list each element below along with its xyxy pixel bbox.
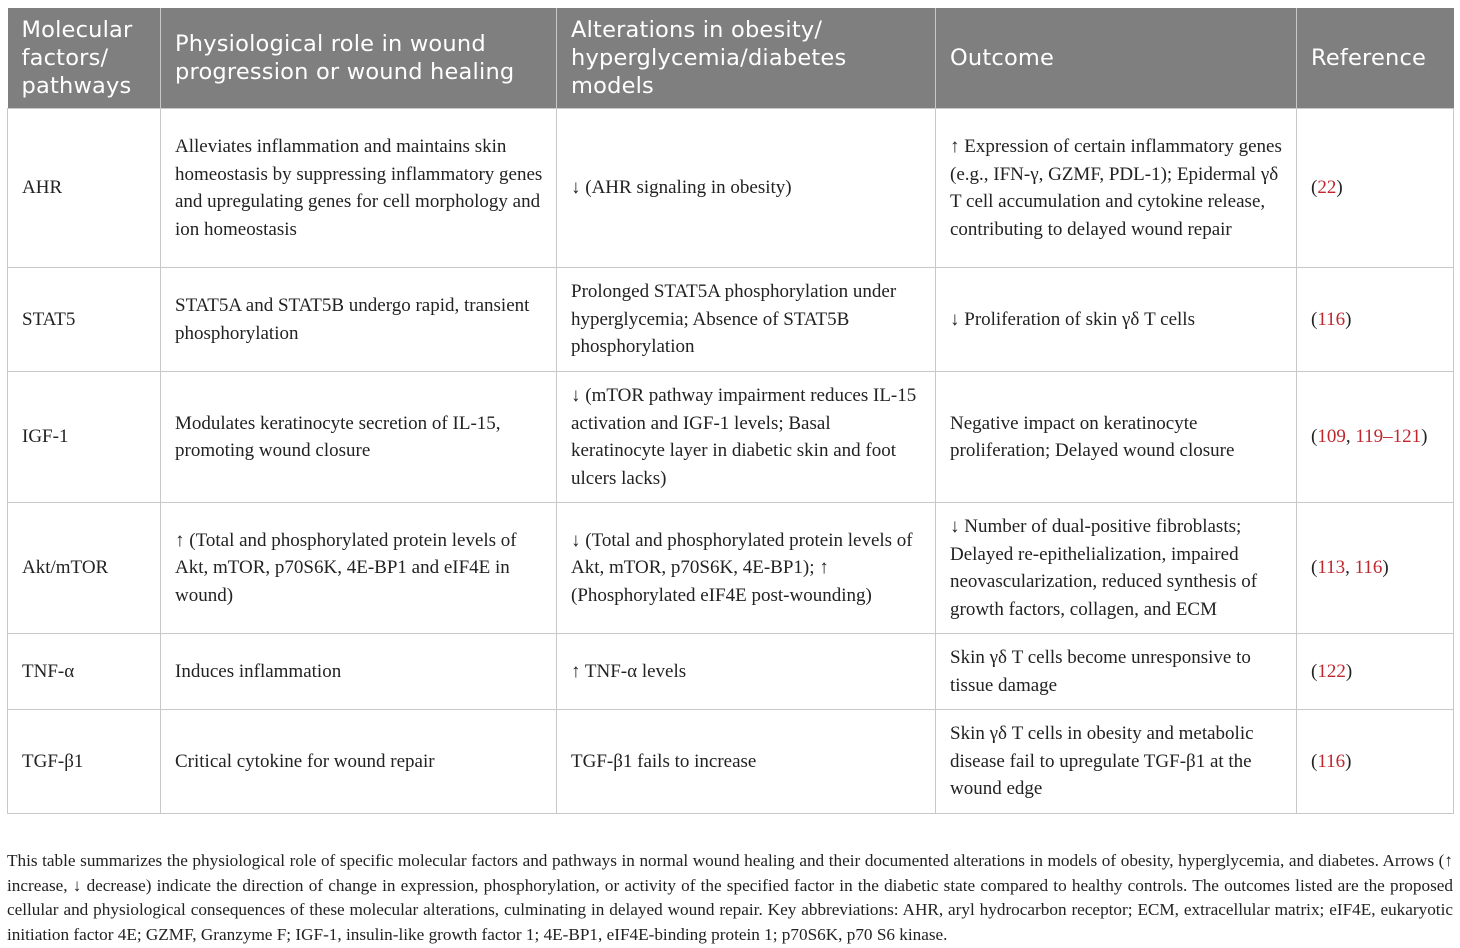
cell-alteration: Prolonged STAT5A phosphorylation under hyperglycemia; Absence of STAT5B phosphorylation	[557, 268, 936, 372]
cell-outcome: ↓ Number of dual-positive fibroblasts; Delayed re-epithelialization, impaired neovascularization, reduced synthesis of growth factors, collagen, and ECM	[936, 503, 1297, 634]
reference-link[interactable]: 116	[1354, 557, 1383, 579]
cell-role: Critical cytokine for wound repair	[161, 710, 557, 814]
header-reference: Reference	[1297, 8, 1454, 109]
header-role: Physiological role in wound progression or wound healing	[161, 8, 557, 109]
cell-reference	[1297, 634, 1454, 710]
cell-outcome: ↑ Expression of certain inflammatory genes (e.g., IFN-γ, GZMF, PDL-1); Epidermal γδ T cell accumulation and cytokine release, contributing to delayed wound repair	[936, 109, 1297, 268]
cell-factor: AHR	[8, 109, 161, 268]
cell-alteration: ↑ TNF-α levels	[557, 634, 936, 710]
reference-link[interactable]: 116	[1317, 308, 1346, 330]
ref-paren-open: (	[1311, 660, 1318, 682]
reference-link[interactable]: 122	[1317, 660, 1346, 682]
cell-factor: TNF-α	[8, 634, 161, 710]
ref-separator: ,	[1345, 426, 1356, 448]
cell-alteration: ↓ (Total and phosphorylated protein levels of Akt, mTOR, p70S6K, 4E-BP1); ↑ (Phosphorylated eIF4E post-wounding)	[557, 503, 936, 634]
cell-factor: STAT5	[8, 268, 161, 372]
header-factor: Molecular factors/ pathways	[8, 8, 161, 109]
table-row	[8, 109, 1454, 268]
cell-reference	[1297, 710, 1454, 814]
ref-separator: ,	[1345, 557, 1355, 579]
cell-reference	[1297, 503, 1454, 634]
header-alteration: Alterations in obesity/ hyperglycemia/diabetes models	[557, 8, 936, 109]
cell-outcome: Negative impact on keratinocyte proliferation; Delayed wound closure	[936, 372, 1297, 503]
reference-link[interactable]: 116	[1317, 750, 1346, 772]
ref-paren-open: (	[1311, 177, 1318, 199]
data-table	[7, 8, 1454, 814]
reference-link[interactable]: 119–121	[1355, 426, 1422, 448]
table-row	[8, 268, 1454, 372]
cell-alteration: ↓ (mTOR pathway impairment reduces IL-15 activation and IGF-1 levels; Basal keratinocyte layer in diabetic skin and foot ulcers lacks)	[557, 372, 936, 503]
cell-role: STAT5A and STAT5B undergo rapid, transient phosphorylation	[161, 268, 557, 372]
cell-reference	[1297, 268, 1454, 372]
cell-outcome: Skin γδ T cells become unresponsive to tissue damage	[936, 634, 1297, 710]
cell-outcome: Skin γδ T cells in obesity and metabolic disease fail to upregulate TGF-β1 at the wound edge	[936, 710, 1297, 814]
header-outcome: Outcome	[936, 8, 1297, 109]
table-row	[8, 634, 1454, 710]
ref-paren-close: )	[1382, 557, 1389, 579]
cell-role: Modulates keratinocyte secretion of IL-15, promoting wound closure	[161, 372, 557, 503]
cell-reference	[1297, 109, 1454, 268]
cell-role: ↑ (Total and phosphorylated protein levels of Akt, mTOR, p70S6K, 4E-BP1 and eIF4E in wound)	[161, 503, 557, 634]
reference-link[interactable]: 22	[1317, 177, 1337, 199]
reference-link[interactable]: 109	[1317, 426, 1346, 448]
ref-paren-close: )	[1345, 308, 1352, 330]
ref-paren-close: )	[1345, 660, 1353, 682]
cell-role: Alleviates inflammation and maintains skin homeostasis by suppressing inflammatory genes and upregulating genes for cell morphology and ion homeostasis	[161, 109, 557, 268]
cell-factor: Akt/mTOR	[8, 503, 161, 634]
ref-paren-close: )	[1345, 750, 1352, 772]
table-caption: This table summarizes the physiological role of specific molecular factors and pathways in normal wound healing and their documented alterations in models of obesity, hyperglycemia, and diabetes. Arrows (↑ increase, ↓ decrease) indicate the direction of change in expression, phosphorylation, or activity of the specified factor in the diabetic state compared to healthy controls. The outcomes listed are the proposed cellular and physiological consequences of these molecular alterations, culminating in delayed wound repair. Key abbreviations: AHR, aryl hydrocarbon receptor; ECM, extracellular matrix; eIF4E, eukaryotic initiation factor 4E; GZMF, Granzyme F; IGF-1, insulin-like growth factor 1; 4E-BP1, eIF4E-binding protein 1; p70S6K, p70 S6 kinase.	[7, 851, 1453, 944]
header-row	[8, 8, 1454, 109]
cell-factor: TGF-β1	[8, 710, 161, 814]
cell-outcome: ↓ Proliferation of skin γδ T cells	[936, 268, 1297, 372]
cell-role: Induces inflammation	[161, 634, 557, 710]
ref-paren-open: (	[1311, 426, 1318, 448]
ref-paren-close: )	[1336, 177, 1343, 199]
ref-paren-open: (	[1311, 557, 1318, 579]
table-row	[8, 372, 1454, 503]
cell-alteration: TGF-β1 fails to increase	[557, 710, 936, 814]
cell-factor: IGF-1	[8, 372, 161, 503]
cell-reference	[1297, 372, 1454, 503]
cell-alteration: ↓ (AHR signaling in obesity)	[557, 109, 936, 268]
ref-paren-open: (	[1311, 308, 1318, 330]
table-row	[8, 710, 1454, 814]
table-row	[8, 503, 1454, 634]
reference-link[interactable]: 113	[1317, 557, 1346, 579]
ref-paren-open: (	[1311, 750, 1318, 772]
ref-paren-close: )	[1421, 426, 1428, 448]
